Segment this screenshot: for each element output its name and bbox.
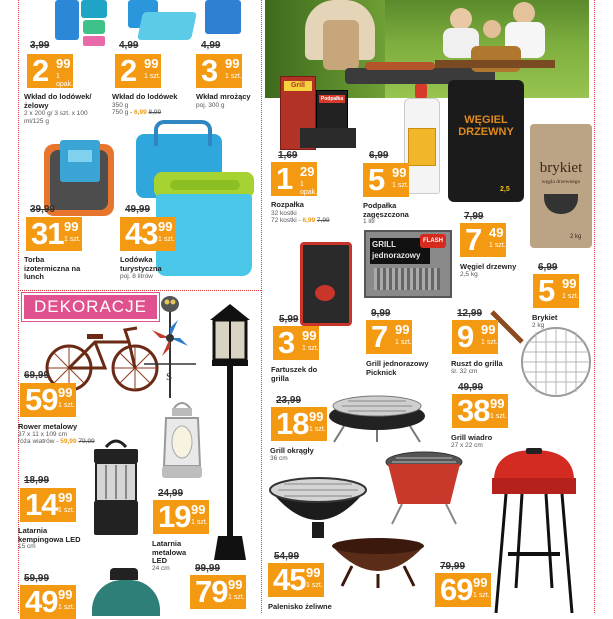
standing-grill-image: [486, 448, 582, 613]
price-tag: [271, 407, 327, 441]
product-detail: 2,5 kg: [460, 271, 478, 278]
round-grill-image: [322, 388, 432, 444]
price-gr: 99: [481, 322, 496, 337]
product-name: Wkład do lodówek/ żelowy: [24, 92, 92, 110]
charcoal-bag-image: [448, 80, 524, 202]
product-name: Węgiel drzewny: [460, 262, 517, 271]
old-price: 59,99: [24, 573, 50, 584]
price-unit: 1 szt.: [58, 402, 75, 409]
lantern-led-icon: [90, 435, 142, 537]
price-gr: 49: [489, 225, 504, 240]
product-name: Grill okrągły: [270, 446, 314, 455]
product-name: Palenisko żeliwne: [268, 602, 332, 611]
detail-prefix: róża wiatrów -: [18, 438, 61, 445]
old-price: 6,99: [538, 262, 558, 273]
charcoal-bag-weight: 2,5: [500, 186, 510, 193]
price-gr: 99: [490, 396, 505, 411]
price-gr: 99: [58, 385, 73, 400]
product-detail: śr. 32 cm: [451, 368, 478, 375]
glass-lantern-image: [88, 568, 164, 613]
price-tag: [366, 320, 412, 354]
fire-pit-icon: [330, 536, 426, 588]
bucket-grill-icon: [382, 450, 466, 526]
price-gr: 99: [64, 219, 79, 234]
price-zl: 5: [538, 273, 555, 308]
price-tag: [533, 274, 579, 308]
detail-price: 6,99: [302, 217, 316, 224]
price-tag: [273, 326, 319, 360]
price-unit: 1 szt.: [392, 182, 409, 189]
price-unit: 1 szt.: [481, 339, 498, 346]
price-gr: 99: [58, 490, 73, 505]
round-grill-icon: [322, 388, 432, 444]
product-name: Grill wiadro: [451, 433, 493, 442]
gel-insert-image: [55, 0, 110, 40]
fire-starter-box-image: [280, 76, 362, 152]
briquette-bag-weight: 2 kg: [570, 234, 582, 240]
price-zl: 5: [368, 162, 385, 197]
detail-old-price: 79,99: [78, 438, 95, 445]
briquette-bag-image: [530, 124, 592, 248]
kettle-grill-icon: [262, 470, 374, 540]
price-zl: 1: [276, 161, 293, 196]
price-zl: 3: [278, 325, 295, 360]
product-detail: 24 cm: [152, 565, 170, 572]
product-detail-2: [112, 109, 192, 117]
old-price: 49,99: [125, 204, 151, 215]
product-detail: 2 x 200 g/ 3 szt. x 100 ml/125 g: [24, 110, 88, 125]
price-zl: 7: [465, 222, 482, 257]
product-name: Rozpałka: [271, 200, 304, 209]
product-detail: 32 kostki: [271, 210, 297, 217]
old-price: 49,99: [458, 382, 484, 393]
bucket-grill-image: [382, 450, 466, 526]
price-zl: 49: [25, 584, 58, 619]
old-price: 12,99: [457, 308, 483, 319]
price-tag: [115, 54, 161, 88]
old-price: 9,99: [371, 308, 391, 319]
price-unit: 1 szt.: [490, 413, 507, 420]
product-name: Ruszt do grilla: [451, 359, 503, 368]
old-price: 54,99: [274, 551, 300, 562]
price-zl: 18: [276, 406, 309, 441]
fire-pit-image: [330, 536, 426, 588]
price-gr: 99: [473, 575, 488, 590]
price-tag: [460, 223, 506, 257]
price-tag: [26, 217, 82, 251]
product-detail: 350 g: [112, 102, 129, 109]
price-tag: [27, 54, 73, 88]
detail-price: 6,99: [134, 109, 147, 116]
price-tag: [120, 217, 176, 251]
grill-grate-image: [486, 306, 598, 400]
price-tag: [271, 162, 317, 196]
old-price: 23,99: [276, 395, 302, 406]
kettle-grill-image: [262, 470, 374, 540]
price-tag: [153, 500, 209, 534]
product-detail: poj. 300 g: [196, 102, 225, 109]
price-unit: 1 szt.: [58, 604, 75, 611]
price-unit: 1 opak.: [300, 181, 318, 196]
detail-price: 59,99: [60, 438, 77, 445]
price-zl: 3: [201, 53, 218, 88]
product-name: Brykiet: [532, 313, 558, 322]
product-name: Grill jednorazowy Picknick: [366, 359, 429, 377]
product-detail-2: [271, 217, 361, 225]
old-price: 69,99: [24, 370, 50, 381]
price-tag: [190, 575, 246, 609]
old-price: 3,99: [30, 40, 50, 51]
flash-badge: FLASH: [420, 234, 446, 248]
price-gr: 29: [300, 164, 315, 179]
price-zl: 19: [158, 499, 191, 534]
price-zl: 2: [32, 53, 49, 88]
old-price: 79,99: [440, 561, 466, 572]
price-unit: 1 szt.: [562, 293, 579, 300]
old-price: 1,69: [278, 150, 298, 161]
price-gr: 99: [392, 165, 407, 180]
price-unit: 1 szt.: [302, 345, 319, 352]
product-name: Wkład do lodówek: [112, 92, 178, 101]
price-tag: [196, 54, 242, 88]
price-unit: 1 opak.: [56, 73, 74, 88]
detail-old-price: 7,99: [316, 217, 330, 224]
price-zl: 31: [31, 216, 64, 251]
price-unit: 1 szt.: [225, 73, 242, 80]
apron-image: [300, 242, 352, 326]
product-name: Wkład mrożący: [196, 92, 251, 101]
lamp-icon: [200, 298, 260, 568]
detail-old-price: 8,99: [148, 109, 162, 116]
freezer-block-image: [205, 0, 241, 34]
product-detail: 1 litr: [363, 218, 376, 225]
price-zl: 59: [25, 382, 58, 417]
windvane-icon: [140, 290, 200, 400]
price-zl: 43: [125, 216, 158, 251]
owl-windvane-image: [140, 290, 200, 400]
old-price: 99,99: [195, 563, 221, 574]
price-gr: 99: [309, 409, 324, 424]
product-detail: 2 kg: [532, 322, 545, 329]
price-zl: 7: [371, 319, 388, 354]
old-price: 4,99: [119, 40, 139, 51]
price-tag: [435, 573, 491, 607]
price-unit: 1 szt.: [489, 242, 506, 249]
price-gr: 99: [562, 276, 577, 291]
podpalka-box-label: Podpałka: [320, 96, 344, 102]
product-detail: 27 x 22 cm: [451, 442, 483, 449]
product-detail: poj. 8 litrów: [120, 273, 153, 280]
price-unit: 1 szt.: [191, 519, 208, 526]
price-unit: 1 szt.: [58, 507, 75, 514]
price-tag: [20, 488, 76, 522]
price-tag: [20, 383, 76, 417]
camping-lantern-image: [90, 435, 142, 537]
section-header-dekoracje: DEKORACJE: [22, 293, 159, 321]
price-gr: 99: [191, 502, 206, 517]
column-divider-left: [18, 0, 19, 613]
price-gr: 99: [158, 219, 173, 234]
old-price: 6,99: [369, 150, 389, 161]
old-price: 4,99: [201, 40, 221, 51]
price-tag: [452, 320, 498, 354]
standing-grill-icon: [486, 448, 582, 613]
price-gr: 99: [395, 322, 410, 337]
price-zl: 2: [120, 53, 137, 88]
price-tag: [268, 563, 324, 597]
metal-lantern-image: [160, 398, 204, 483]
price-tag: [452, 394, 508, 428]
charcoal-bag-label: WĘGIEL DRZEWNY: [458, 114, 514, 138]
price-zl: 14: [25, 487, 58, 522]
windvane-letter: S: [166, 371, 173, 383]
briquette-bag-label: brykiet: [539, 160, 583, 176]
grill-pack-label: GRILL jednorazowy: [370, 238, 430, 264]
grill-box-label: Grill: [284, 81, 312, 91]
price-unit: 1 szt.: [158, 236, 175, 243]
old-price: 24,99: [158, 488, 184, 499]
price-unit: 1 szt.: [144, 73, 161, 80]
price-gr: 99: [56, 56, 71, 71]
product-detail: 37 x 11 x 109 cm: [18, 431, 68, 438]
price-unit: 1 szt.: [395, 339, 412, 346]
lantern-icon: [160, 398, 204, 483]
price-gr: 99: [144, 56, 159, 71]
product-detail: 15 cm: [18, 543, 36, 550]
old-price: 18,99: [24, 475, 50, 486]
price-gr: 99: [228, 577, 243, 592]
old-price: 39,99: [30, 204, 56, 215]
product-name: Latarnia kempingowa LED: [18, 526, 81, 544]
price-tag: [363, 163, 409, 197]
product-name: Rower metalowy: [18, 422, 78, 431]
price-gr: 99: [58, 587, 73, 602]
price-unit: 1 szt.: [306, 582, 323, 589]
briquette-bag-sub: węgla drzewnego: [541, 179, 581, 185]
price-tag: [20, 585, 76, 619]
price-unit: 1 szt.: [473, 592, 490, 599]
detail-prefix: 72 kostki -: [271, 217, 303, 224]
product-name: Podpałka zagęszczona: [363, 201, 409, 219]
old-price: 7,99: [464, 211, 484, 222]
price-unit: 1 szt.: [309, 426, 326, 433]
product-name: Torba izotermiczna na lunch: [24, 255, 81, 281]
price-gr: 99: [306, 565, 321, 580]
detail-prefix: 750 g -: [112, 109, 135, 116]
price-gr: 99: [302, 328, 317, 343]
price-gr: 99: [225, 56, 240, 71]
product-name: Fartuszek do grilla: [271, 365, 318, 383]
old-price: 5,99: [279, 314, 299, 325]
product-name: Latarnia metalowa LED: [152, 539, 187, 565]
price-unit: 1 szt.: [228, 594, 245, 601]
price-zl: 45: [273, 562, 306, 597]
price-zl: 38: [457, 393, 490, 428]
product-detail: 36 cm: [270, 455, 288, 462]
product-name: Lodówka turystyczna: [120, 255, 162, 273]
price-unit: 1 szt.: [64, 236, 81, 243]
ice-pack-image: [128, 0, 198, 40]
price-zl: 79: [195, 574, 228, 609]
price-zl: 9: [457, 319, 474, 354]
solar-lamp-image: [200, 298, 260, 568]
grate-icon: [486, 306, 598, 400]
disposable-grill-image: [364, 230, 452, 298]
price-zl: 69: [440, 572, 473, 607]
